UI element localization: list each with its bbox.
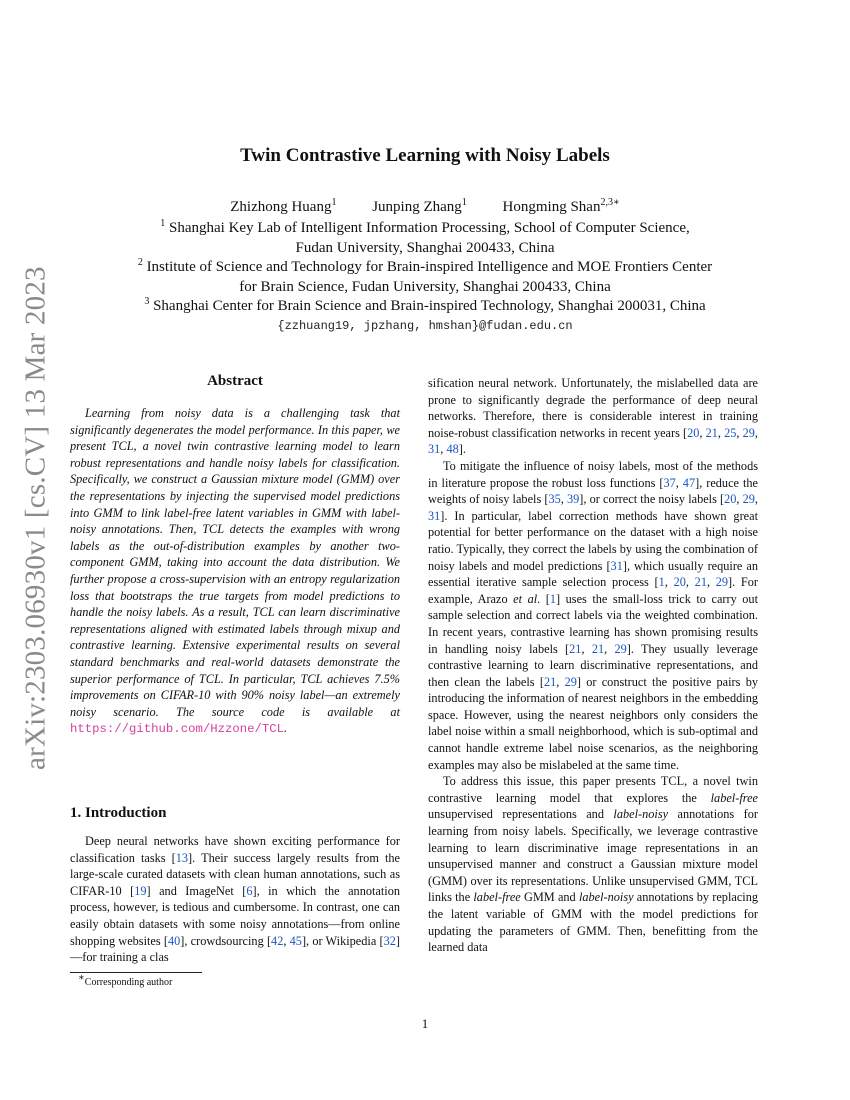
right-column — [428, 375, 758, 956]
citation-link[interactable]: 29 — [564, 674, 577, 689]
citation-link[interactable]: 29 — [742, 492, 755, 507]
body-text: , — [604, 641, 615, 656]
citation-link[interactable]: 31 — [610, 558, 623, 573]
body-text: ]. They usually leverage contrastive learning to learn discriminative representations, and then clean the labels [ — [428, 641, 758, 689]
citation-link[interactable]: 21 — [569, 641, 582, 656]
body-text: annotations by replacing the latent variable of GMM with the model predictions for updating the parameters of GMM. Then, benefitting from the learned data — [428, 890, 758, 955]
emphasis-text: label-noisy — [578, 890, 634, 905]
citation-link[interactable]: 21 — [543, 674, 557, 689]
body-text: Deep neural networks have shown exciting performance for classification tasks [ — [70, 834, 400, 865]
citation-link[interactable]: 48 — [446, 442, 459, 457]
abstract-body: Learning from noisy data is a challenging task that significantly degenerates the model performance. In this paper, we present TCL, a novel twin contrastive learning model to learn robust representations and handle noisy labels for classification. Specifically, we construct a Gaussian mixture model (GMM) over the representations by injecting the supervised model predictions into GMM to link label-free latent variables in GMM with label-noisy annotations. Then, TCL detects the examples with wrong labels as the out-of-distribution examples by another two-component GMM, taking into account the data distribution. We further propose a cross-supervision with an entropy regularization loss that bootstraps the true targets from model predictions to handle the noisy labels. As a result, TCL can learn discriminative representations aligned with estimated labels through mixup and contrastive learning. Extensive experimental results on several standard benchmarks and real-world datasets demonstrate the superior performance of TCL. In particular, TCL achieves 7.5% improvements on CIFAR-10 with 90% noisy label—an extremely noisy scenario. The source code is available at https://github.com/Hzzone/TCL. — [70, 406, 400, 737]
affiliation-1: $^1$ Shanghai Key Lab of Intelligent Information Processing, School of Computer Science, Fudan University, Shanghai 200433, China — [160, 218, 690, 256]
citation-link[interactable]: 21 — [694, 575, 707, 590]
citation-link[interactable]: 37 — [663, 475, 676, 490]
body-text: ], crowdsourcing [ — [180, 933, 272, 948]
body-text: ], or Wikipedia [ — [301, 933, 384, 948]
intro-paragraph-continued — [428, 375, 758, 458]
body-text: ]. In particular, label correction methods have shown great potential for better performance on the dataset with a high noise ratio. Typically, they correct the labels by using the combination of noisy labels and model predictions [ — [428, 508, 758, 573]
body-text: , — [717, 425, 725, 440]
body-text: , — [736, 492, 743, 507]
source-code-link[interactable]: https://github.com/Hzzone/TCL — [70, 722, 285, 737]
body-text: , — [736, 425, 743, 440]
body-text: , — [754, 425, 758, 440]
emphasis-text: label-free — [710, 790, 758, 805]
affiliation-3: $^3$ Shanghai Center for Brain Science and Brain-inspired Technology, Shanghai 200031, China — [144, 296, 706, 314]
citation-link[interactable]: 32 — [383, 933, 396, 948]
body-text: ]—for training a clas — [70, 933, 400, 965]
citation-link[interactable]: 19 — [134, 883, 147, 898]
body-text: ] and ImageNet [ — [146, 883, 247, 898]
intro-paragraph-3 — [428, 773, 758, 956]
body-text: To address this issue, this paper presents TCL, a novel twin contrastive learning model that explores the — [428, 774, 758, 805]
body-text: ]. — [458, 442, 466, 457]
body-text: , — [556, 674, 565, 689]
body-text: , — [664, 575, 674, 590]
body-text: ], or correct the noisy labels [ — [579, 492, 725, 507]
body-text: ] or construct the positive pairs by introducing the information of nearest neighbors in the embedding space. However, using the nearest neighbors only considers the label noise within a small neighborhood, which is sub-optimal and cannot handle extreme label noise scenarios, as the neighboring examples may also be mislabeled at the same time. — [428, 674, 758, 772]
body-text: GMM and — [520, 890, 579, 905]
body-text: ], reduce the weights of noisy labels [ — [428, 475, 758, 507]
citation-link[interactable]: 29 — [742, 425, 755, 440]
body-text: ], which usually require an essential iterative sample selection process [ — [428, 558, 758, 590]
intro-paragraph-1 — [70, 833, 400, 966]
author-emails: {zzhuang19, jpzhang, hmshan}@fudan.edu.cn — [277, 319, 573, 333]
citation-link[interactable]: 13 — [175, 850, 189, 865]
body-text: ] uses the small-loss trick to carry out sample selection and correct labels via the weighted combination. In recent years, contrastive learning has shown promising results in handling noisy labels [ — [428, 591, 758, 656]
body-text: . [ — [537, 591, 550, 606]
citation-link[interactable]: 35 — [548, 492, 561, 507]
body-text: , — [560, 492, 567, 507]
citation-link[interactable]: 31 — [428, 442, 441, 457]
footnote-rule — [70, 972, 202, 973]
section-heading-introduction: 1. Introduction — [70, 805, 167, 821]
emphasis-text: label-free — [473, 890, 521, 905]
citation-link[interactable]: 29 — [614, 641, 627, 656]
body-text: unsupervised representations and — [428, 807, 614, 822]
body-text: , — [283, 933, 290, 948]
paper-title: Twin Contrastive Learning with Noisy Labels — [240, 145, 610, 166]
author-2: Junping Zhang$^1$ — [372, 197, 467, 215]
abstract-heading: Abstract — [207, 373, 263, 389]
body-text: , — [754, 492, 758, 507]
citation-link[interactable]: 21 — [705, 425, 718, 440]
body-text: ]. For example, Arazo — [428, 575, 758, 606]
intro-paragraph-2 — [428, 458, 758, 773]
citation-link[interactable]: 20 — [687, 425, 700, 440]
citation-link[interactable]: 20 — [724, 492, 737, 507]
citation-link[interactable]: 6 — [246, 883, 253, 898]
citation-link[interactable]: 47 — [682, 475, 696, 490]
arxiv-stamp: arXiv:2303.06930v1 [cs.CV] 13 Mar 2023 — [19, 266, 52, 770]
body-text: , — [699, 425, 706, 440]
body-text: , — [581, 641, 592, 656]
body-text: To mitigate the influence of noisy labels, most of the methods in literature propose the robust loss functions [ — [428, 458, 758, 490]
body-text: annotations for learning from noisy labels. Specifically, we leverage contrastive learning to learn discriminative image representations in an unsupervised manner and construct a Gaussian mixture model (GMM) over its representations. Unlike unsupervised GMM, TCL links the — [428, 807, 758, 905]
page-number: 1 — [421, 1016, 429, 1031]
affiliation-2: $^2$ Institute of Science and Technology for Brain-inspired Intelligence and MOE Frontiers Center for Brain Science, Fudan University, Shanghai 200433, China — [137, 257, 713, 295]
body-text: , — [685, 575, 695, 590]
citation-link[interactable]: 29 — [715, 575, 729, 590]
body-text: sification neural network. Unfortunately, the mislabelled data are prone to significantly degrade the performance of deep neural networks. Therefore, there is considerable interest in training noise-robust classification networks in recent years [ — [428, 376, 758, 440]
footnote: ∗Corresponding author — [78, 972, 173, 988]
citation-link[interactable]: 20 — [673, 575, 686, 590]
citation-link[interactable]: 1 — [658, 575, 665, 590]
body-text: , — [440, 442, 447, 457]
citation-link[interactable]: 21 — [591, 641, 605, 656]
citation-link[interactable]: 40 — [167, 933, 181, 948]
emphasis-text: label-noisy — [613, 807, 669, 822]
author-3: Hongming Shan$^{2,3∗}$ — [502, 197, 620, 215]
body-text: ], in which the annotation process, however, is tedious and cumbersome. In contrast, one can easily obtain datasets with some noisy annotations—from online shopping websites [ — [70, 883, 400, 948]
citation-link[interactable]: 1 — [549, 591, 557, 606]
citation-link[interactable]: 45 — [289, 933, 302, 948]
body-text: ]. Their success largely results from the large-scale curated datasets with clean human annotations, such as CIFAR-10 [ — [70, 850, 400, 898]
emphasis-text: et al — [513, 591, 538, 606]
body-text: , — [706, 575, 716, 590]
citation-link[interactable]: 31 — [428, 508, 441, 523]
citation-link[interactable]: 39 — [567, 492, 580, 507]
body-text: , — [675, 475, 683, 490]
author-list — [0, 199, 850, 216]
citation-link[interactable]: 42 — [271, 933, 284, 948]
citation-link[interactable]: 25 — [724, 425, 737, 440]
author-1: Zhizhong Huang$^1$ — [230, 197, 337, 215]
